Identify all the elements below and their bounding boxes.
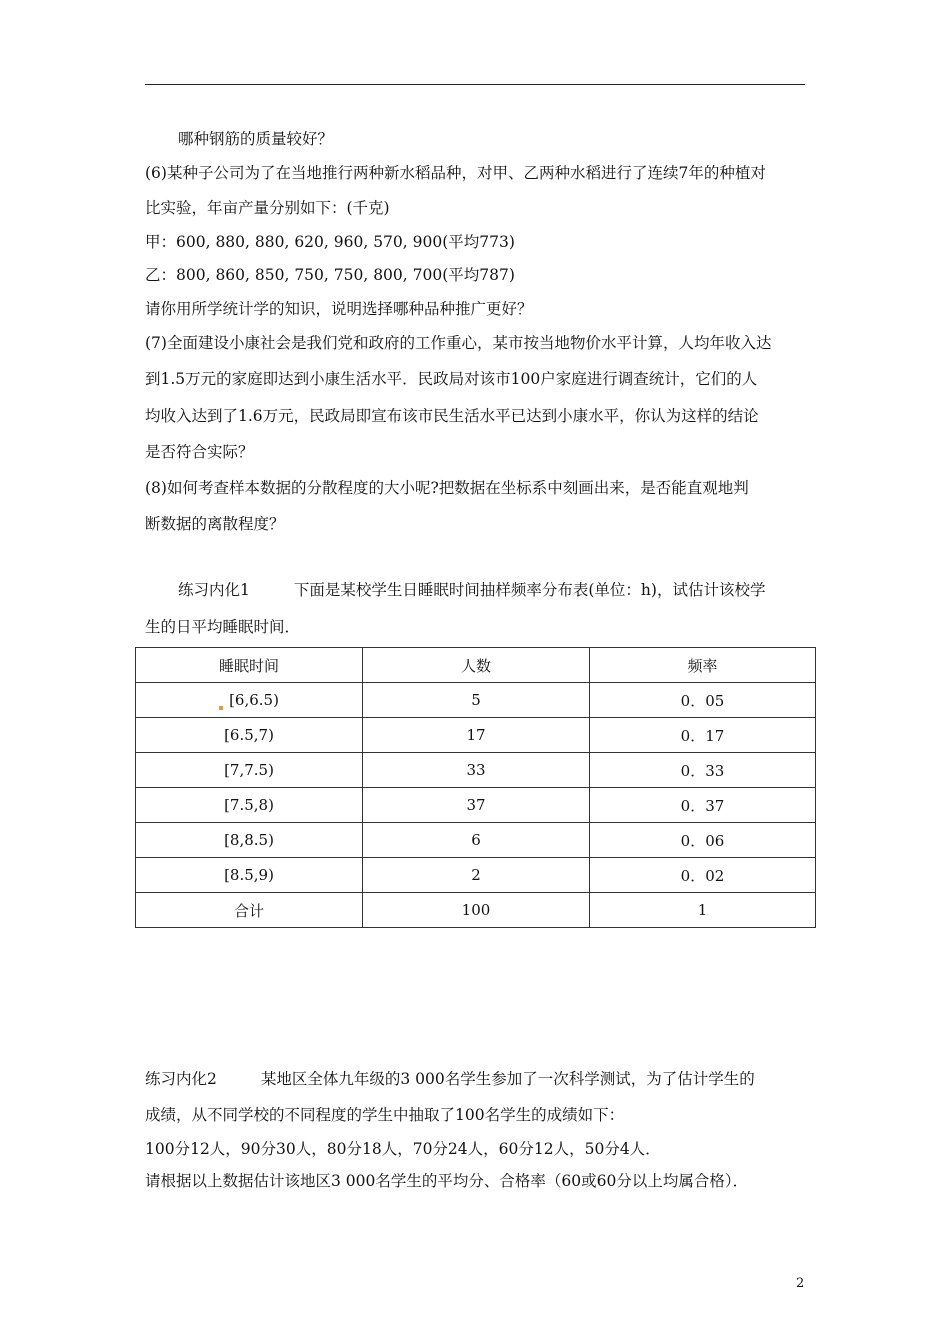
table-cell-text: [6,6.5) bbox=[229, 690, 279, 709]
table-cell: [7,7.5) bbox=[136, 753, 363, 788]
table-row bbox=[136, 823, 816, 858]
table-cell: 17 bbox=[363, 718, 590, 753]
practice-1-text: 下面是某校学生日睡眠时间抽样频率分布表(单位：h)，试估计该校学 bbox=[293, 581, 766, 599]
practice-1-label: 练习内化1 bbox=[178, 581, 250, 599]
table-cell: 2 bbox=[363, 858, 590, 893]
table-total-row bbox=[136, 893, 816, 928]
table-cell: 1 bbox=[590, 893, 816, 928]
text-line: 哪种钢筋的质量较好？ bbox=[178, 130, 334, 148]
table-cell: [6.5,7) bbox=[136, 718, 363, 753]
text-line: 甲：600, 880, 880, 620, 960, 570, 900(平均773) bbox=[145, 233, 515, 251]
text-line: (8)如何考查样本数据的分散程度的大小呢?把数据在坐标系中刻画出来，是否能直观地判 bbox=[145, 479, 749, 497]
table-cell: 0．02 bbox=[590, 858, 816, 893]
practice-1-line bbox=[178, 580, 765, 600]
table-cell: 合计 bbox=[136, 893, 363, 928]
table-row bbox=[136, 858, 816, 893]
table-row bbox=[136, 683, 816, 718]
table-header-cell: 人数 bbox=[363, 648, 590, 683]
text-line: (7)全面建设小康社会是我们党和政府的工作重心，某市按当地物价水平计算，人均年收入达 bbox=[145, 334, 772, 352]
table-cell: 0．05 bbox=[590, 683, 816, 718]
table-cell: 0．33 bbox=[590, 753, 816, 788]
table-cell: 100 bbox=[363, 893, 590, 928]
stray-mark bbox=[219, 706, 223, 710]
table-cell: 33 bbox=[363, 753, 590, 788]
table-cell: 5 bbox=[363, 683, 590, 718]
text-line: 到1.5万元的家庭即达到小康生活水平．民政局对该市100户家庭进行调查统计，它们的人 bbox=[145, 370, 758, 388]
page-number: 2 bbox=[796, 1276, 805, 1291]
table-row bbox=[136, 788, 816, 823]
table-header-cell: 频率 bbox=[590, 648, 816, 683]
text-line: 请你用所学统计学的知识，说明选择哪种品种推广更好？ bbox=[145, 300, 533, 318]
table-cell: 0．17 bbox=[590, 718, 816, 753]
text-line: 比实验，年亩产量分别如下：(千克) bbox=[145, 199, 390, 217]
header-rule bbox=[145, 84, 805, 85]
table-cell: 37 bbox=[363, 788, 590, 823]
text-line: 成绩，从不同学校的不同程度的学生中抽取了100名学生的成绩如下： bbox=[145, 1106, 625, 1124]
practice-2-text: 某地区全体九年级的3 000名学生参加了一次科学测试，为了估计学生的 bbox=[260, 1070, 755, 1088]
table-cell: [8,8.5) bbox=[136, 823, 363, 858]
text-line: 100分12人，90分30人，80分18人，70分24人，60分12人，50分4人． bbox=[145, 1140, 661, 1158]
text-line: 乙：800, 860, 850, 750, 750, 800, 700(平均787) bbox=[145, 266, 515, 284]
table-cell: [8.5,9) bbox=[136, 858, 363, 893]
practice-2-line bbox=[145, 1069, 755, 1089]
text-line: 生的日平均睡眠时间． bbox=[145, 618, 301, 636]
table-cell: [7.5,8) bbox=[136, 788, 363, 823]
text-line: 断数据的离散程度？ bbox=[145, 515, 285, 533]
text-line: (6)某种子公司为了在当地推行两种新水稻品种，对甲、乙两种水稻进行了连续7年的种植对 bbox=[145, 164, 766, 182]
text-line: 请根据以上数据估计该地区3 000名学生的平均分、合格率（60或60分以上均属合格）． bbox=[145, 1172, 749, 1190]
table-cell: 0．37 bbox=[590, 788, 816, 823]
table-cell bbox=[136, 683, 363, 718]
table-row bbox=[136, 753, 816, 788]
table-header-row bbox=[136, 648, 816, 683]
table-cell: 0．06 bbox=[590, 823, 816, 858]
sleep-frequency-table bbox=[135, 647, 816, 928]
table-header-cell: 睡眠时间 bbox=[136, 648, 363, 683]
table-cell: 6 bbox=[363, 823, 590, 858]
text-line: 是否符合实际？ bbox=[145, 443, 254, 461]
table-row bbox=[136, 718, 816, 753]
text-line: 均收入达到了1.6万元，民政局即宣布该市民生活水平已达到小康水平，你认为这样的结论 bbox=[145, 407, 759, 425]
practice-2-label: 练习内化2 bbox=[145, 1070, 217, 1088]
